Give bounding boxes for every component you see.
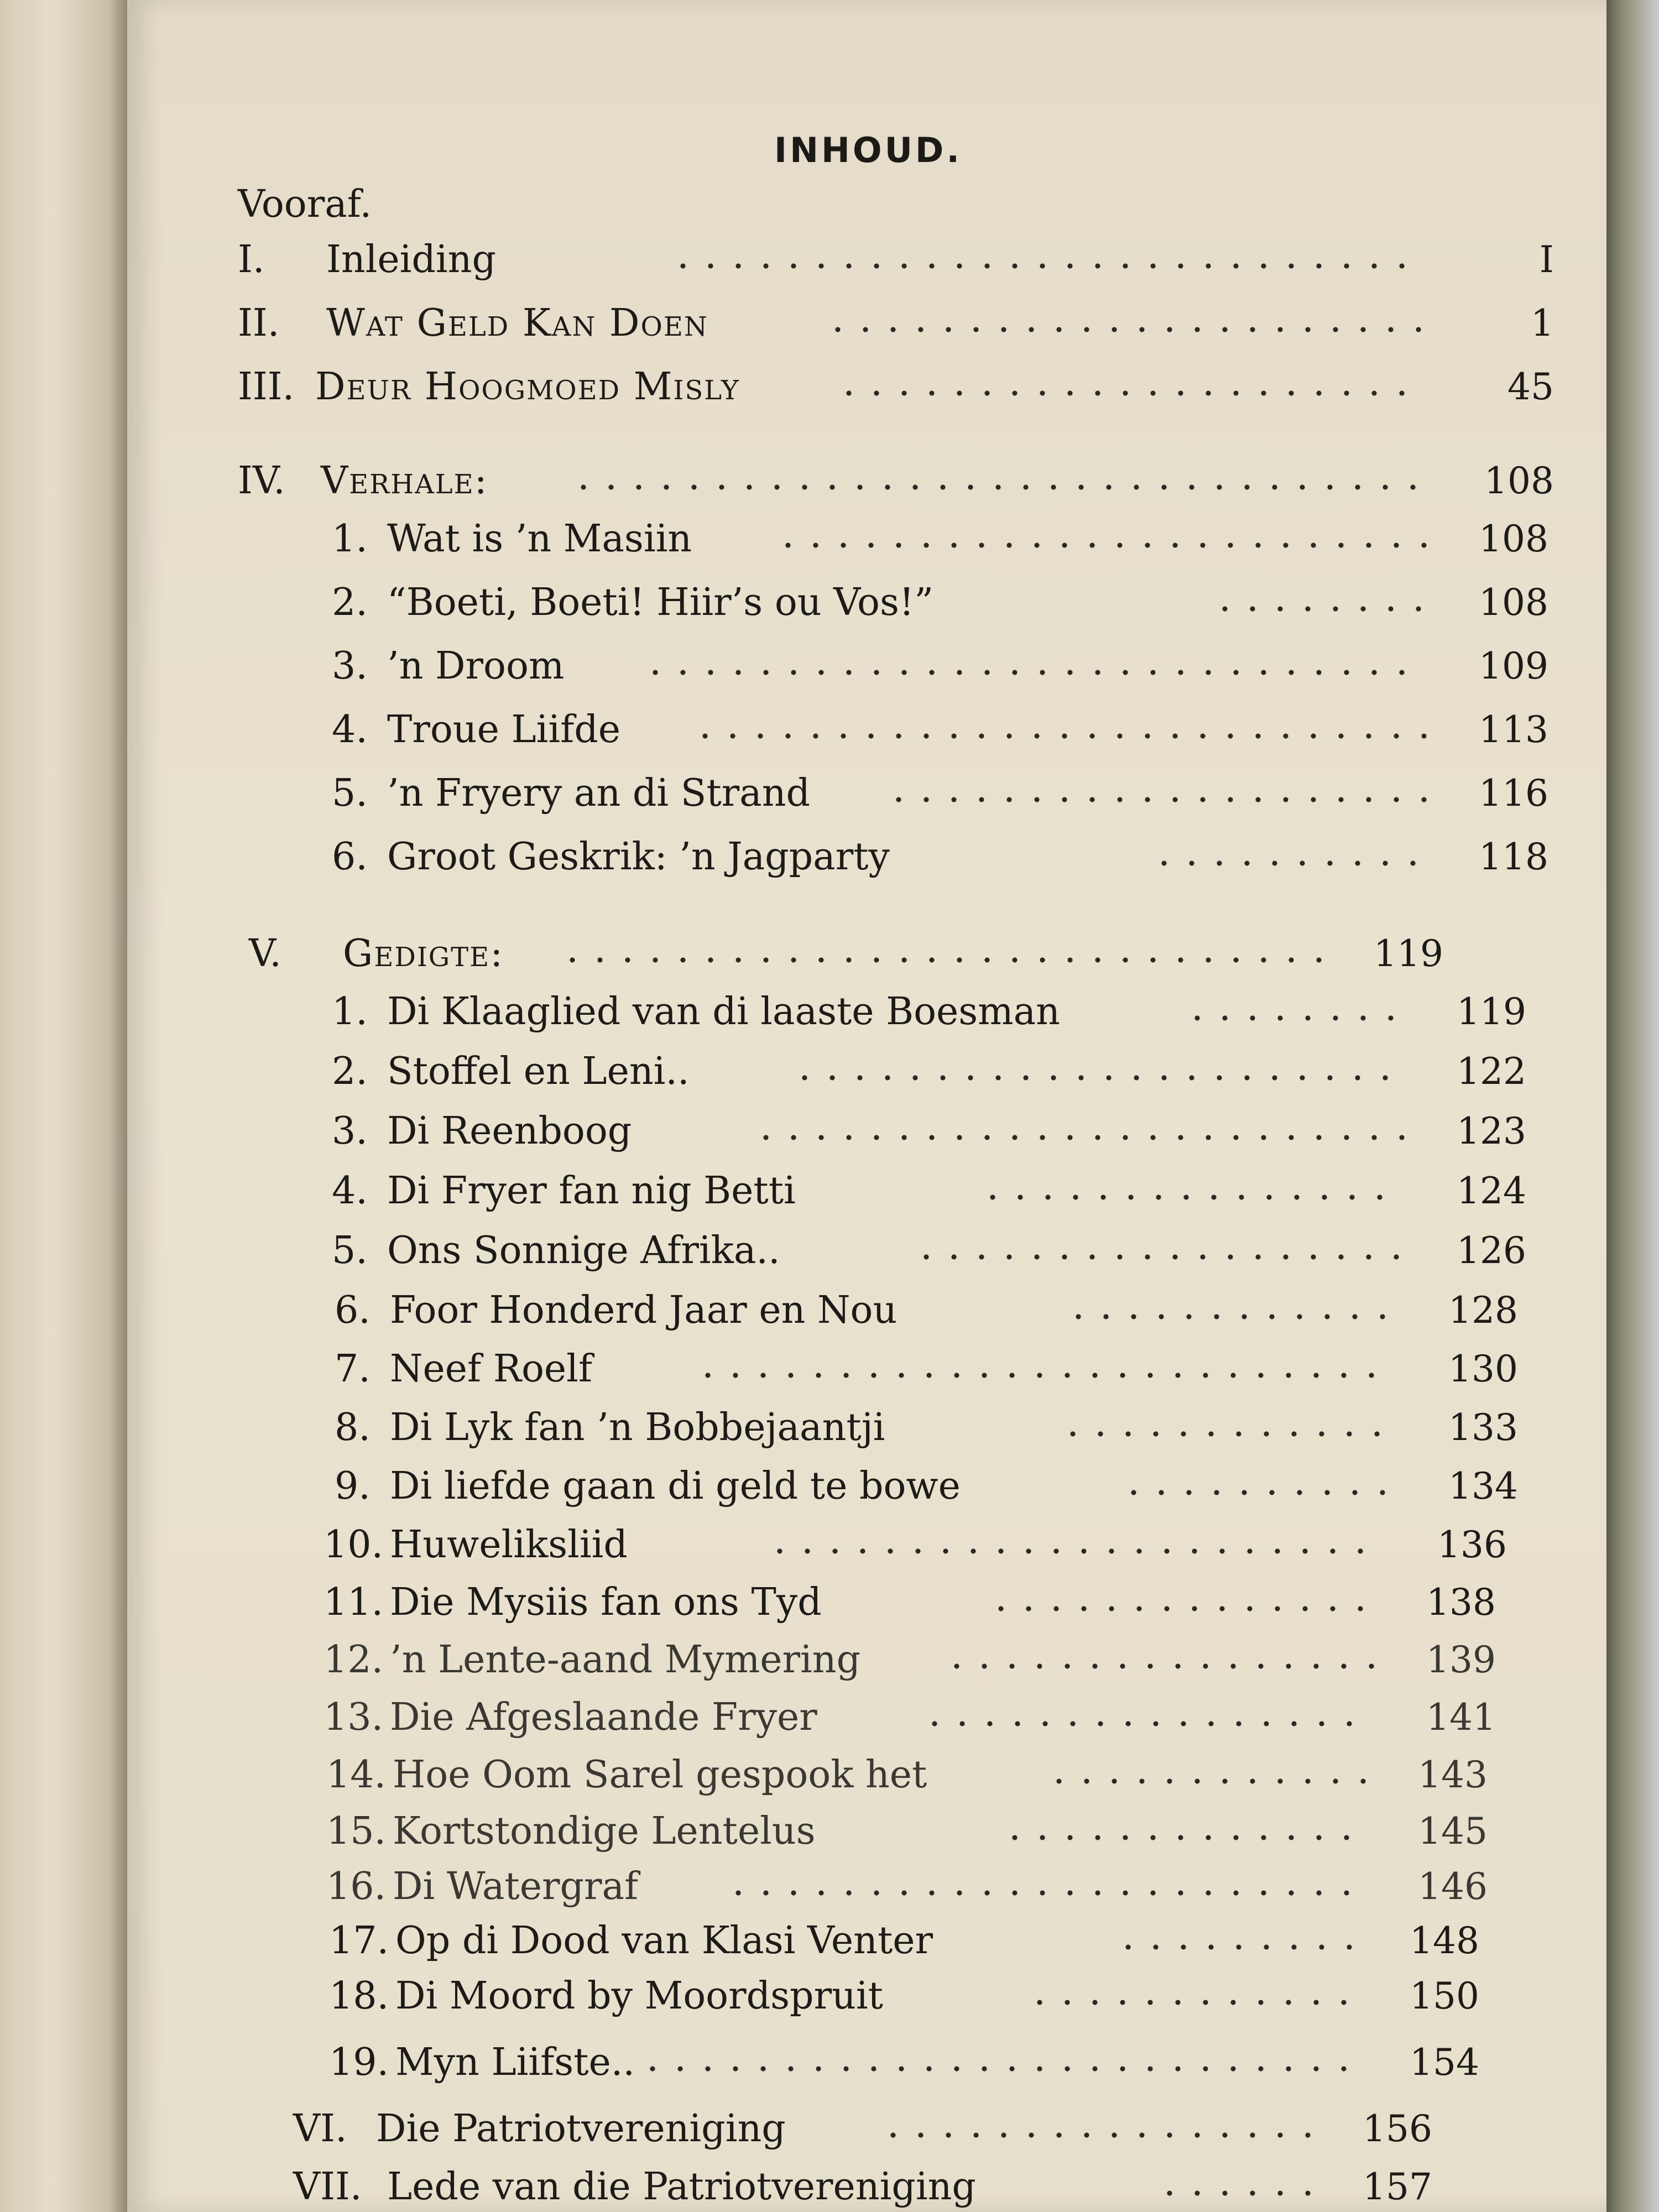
entry-title: Di liefde gaan di geld te bowe xyxy=(390,1464,961,1508)
dot-leader xyxy=(943,1662,1374,1670)
entry-number: 10. xyxy=(324,1523,384,1567)
entry-title: Di Watergraf xyxy=(393,1865,639,1908)
entry-page: 113 xyxy=(1479,708,1548,751)
entry-title: Di Reenboog xyxy=(387,1109,632,1153)
toc-entry-sub xyxy=(324,1523,1540,1567)
entry-number: 4. xyxy=(332,1169,368,1213)
entry-title: Myn Liifste.. xyxy=(395,2041,635,2084)
toc-entry-sub xyxy=(329,2041,1535,2085)
entry-title: Hoe Oom Sarel gespook het xyxy=(393,1753,927,1797)
entry-title: Ons Sonnige Afrika.. xyxy=(387,1229,780,1272)
dot-leader xyxy=(1156,2189,1311,2197)
entry-number: 6. xyxy=(332,835,368,879)
entry-page: 109 xyxy=(1479,645,1548,687)
entry-page: 126 xyxy=(1457,1229,1526,1272)
entry-title: Neef Roelf xyxy=(390,1347,593,1391)
entry-page: 146 xyxy=(1418,1865,1488,1908)
dot-leader xyxy=(1120,1489,1396,1496)
entry-page: 122 xyxy=(1457,1050,1526,1093)
toc-entry-sub xyxy=(332,835,1548,879)
toc-entry-sub xyxy=(326,1865,1537,1909)
entry-number: IV. xyxy=(238,459,285,503)
entry-number: 3. xyxy=(332,1109,368,1153)
preface-label: Vooraf. xyxy=(238,182,372,226)
entry-page: 108 xyxy=(1479,518,1548,560)
dot-leader xyxy=(694,1371,1396,1379)
toc-entry-sub xyxy=(335,1406,1546,1450)
toc-entry-sub xyxy=(326,1809,1537,1854)
toc-entry-main xyxy=(293,2107,1543,2151)
entry-page: 154 xyxy=(1410,2041,1479,2084)
dot-leader xyxy=(879,2131,1311,2139)
entry-title: Di Moord by Moordspruit xyxy=(395,1974,883,2018)
dot-leader xyxy=(752,1134,1405,1141)
dot-leader xyxy=(1211,605,1427,613)
dot-leader xyxy=(669,262,1421,270)
dot-leader xyxy=(691,732,1427,740)
entry-page: 128 xyxy=(1448,1289,1518,1332)
entry-number: 4. xyxy=(332,708,368,752)
entry-page: 108 xyxy=(1479,581,1548,624)
entry-page: 157 xyxy=(1363,2166,1432,2208)
entry-title: Die Mysiis fan ons Tyd xyxy=(390,1580,822,1624)
entry-number: 6. xyxy=(335,1288,371,1332)
book-spine-edge xyxy=(1606,0,1659,2212)
entry-page: 143 xyxy=(1418,1754,1488,1796)
entry-page: 108 xyxy=(1484,460,1554,502)
toc-entry-main xyxy=(238,365,1554,409)
entry-number: 3. xyxy=(332,644,368,688)
entry-page: 118 xyxy=(1479,836,1548,878)
entry-page: 133 xyxy=(1448,1406,1518,1449)
toc-entry-sub xyxy=(335,1347,1546,1391)
dot-leader xyxy=(921,1720,1374,1728)
entry-title: Di Klaaglied van di laaste Boesman xyxy=(387,990,1060,1034)
entry-number: 16. xyxy=(326,1865,387,1908)
entry-title: Die Patriotvereniging xyxy=(376,2107,786,2151)
entry-number: II. xyxy=(238,301,280,345)
dot-leader xyxy=(570,483,1421,491)
dot-leader xyxy=(1026,1999,1358,2006)
entry-page: 119 xyxy=(1457,990,1526,1033)
entry-number: 5. xyxy=(332,771,368,815)
entry-page: 150 xyxy=(1410,1975,1479,2017)
dot-leader xyxy=(1059,1430,1396,1438)
dot-leader xyxy=(724,1889,1366,1897)
toc-entry-sub xyxy=(332,644,1548,688)
entry-page: 45 xyxy=(1507,366,1554,408)
entry-number: VII. xyxy=(293,2165,362,2209)
entry-number: 2. xyxy=(332,1050,368,1093)
entry-title: Huweliksliid xyxy=(390,1523,628,1567)
dot-leader xyxy=(1150,859,1427,867)
entry-title: Gedigte: xyxy=(343,932,504,975)
toc-entry-sub xyxy=(324,1695,1540,1740)
entry-title: Op di Dood van Klasi Venter xyxy=(395,1919,933,1963)
entry-number: 12. xyxy=(324,1638,384,1682)
dot-leader xyxy=(824,326,1421,333)
toc-entry-sub xyxy=(324,1580,1540,1625)
dot-leader xyxy=(774,541,1427,549)
entry-number: 8. xyxy=(335,1406,371,1449)
dot-leader xyxy=(987,1605,1374,1613)
toc-entry-sub xyxy=(332,990,1548,1034)
dot-leader xyxy=(1001,1834,1366,1841)
left-page-edge xyxy=(0,0,127,2212)
toc-entry-sub xyxy=(332,1109,1548,1154)
entry-title: Die Afgeslaande Fryer xyxy=(390,1695,817,1739)
entry-title: Foor Honderd Jaar en Nou xyxy=(390,1288,898,1332)
toc-entry-sub xyxy=(332,1229,1548,1273)
toc-entry-sub xyxy=(329,1974,1535,2018)
entry-page: 1 xyxy=(1531,302,1554,345)
entry-title: “Boeti, Boeti! Hiir’s ou Vos!” xyxy=(387,581,933,624)
page-title: INHOUD. xyxy=(774,130,962,170)
entry-number: 2. xyxy=(332,581,368,624)
entry-page: 136 xyxy=(1437,1524,1507,1566)
entry-page: 130 xyxy=(1448,1348,1518,1390)
entry-page: 116 xyxy=(1479,772,1548,815)
entry-title: Di Fryer fan nig Betti xyxy=(387,1169,796,1213)
entry-number: 1. xyxy=(332,517,368,561)
entry-page: 148 xyxy=(1410,1919,1479,1962)
dot-leader xyxy=(559,956,1322,964)
entry-number: V. xyxy=(249,932,281,975)
toc-entry-sub xyxy=(326,1753,1537,1797)
entry-number: 15. xyxy=(326,1809,387,1853)
toc-entry-main xyxy=(238,238,1554,282)
entry-title: ’n Fryery an di Strand xyxy=(387,771,811,815)
entry-title: Groot Geskrik: ’n Jagparty xyxy=(387,835,890,879)
dot-leader xyxy=(979,1193,1405,1201)
entry-number: 17. xyxy=(329,1919,389,1963)
toc-entry-main xyxy=(238,459,1554,503)
entry-number: 18. xyxy=(329,1974,389,2018)
toc-entry-sub xyxy=(332,708,1548,752)
entry-page: 139 xyxy=(1426,1639,1496,1681)
entry-page: 141 xyxy=(1426,1696,1496,1739)
entry-title: Troue Liifde xyxy=(387,708,621,752)
toc-entry-main xyxy=(249,932,1554,976)
entry-title: Stoffel en Leni.. xyxy=(387,1050,690,1093)
toc-entry-sub xyxy=(335,1464,1546,1509)
entry-title: Di Lyk fan ’n Bobbejaantji xyxy=(390,1406,885,1449)
toc-entry-sub xyxy=(332,1169,1548,1213)
entry-number: 1. xyxy=(332,990,368,1034)
entry-number: 19. xyxy=(329,2041,389,2084)
entry-page: 145 xyxy=(1418,1810,1488,1853)
toc-entry-sub xyxy=(332,1050,1548,1094)
entry-number: 11. xyxy=(324,1580,384,1624)
dot-leader xyxy=(885,796,1427,804)
entry-page: 123 xyxy=(1457,1110,1526,1152)
dot-leader xyxy=(791,1074,1405,1082)
entry-title: Deur Hoogmoed Misly xyxy=(315,365,740,409)
entry-title: Lede van die Patriotvereniging xyxy=(387,2165,976,2209)
entry-number: 7. xyxy=(335,1347,371,1391)
toc-entry-sub xyxy=(332,771,1548,816)
toc-entry-main xyxy=(238,301,1554,346)
entry-title: ’n Droom xyxy=(387,644,565,688)
toc-entry-sub xyxy=(329,1919,1535,1963)
entry-title: Wat is ’n Masiin xyxy=(387,517,692,561)
entry-page: 119 xyxy=(1374,932,1443,975)
entry-page: 124 xyxy=(1457,1170,1526,1212)
entry-number: III. xyxy=(238,365,295,409)
book-page xyxy=(127,0,1609,2212)
entry-title: ’n Lente-aand Mymering xyxy=(390,1638,861,1682)
toc-entry-sub xyxy=(335,1288,1546,1333)
entry-title: Wat Geld Kan Doen xyxy=(326,301,708,345)
entry-number: I. xyxy=(238,238,265,281)
entry-number: 13. xyxy=(324,1695,384,1739)
dot-leader xyxy=(835,389,1421,397)
toc-entry-sub xyxy=(324,1638,1540,1682)
toc-entry-main xyxy=(293,2165,1543,2209)
entry-page: 134 xyxy=(1448,1465,1518,1507)
entry-number: 5. xyxy=(332,1229,368,1272)
entry-number: VI. xyxy=(293,2107,347,2151)
dot-leader xyxy=(1183,1014,1405,1022)
entry-page: 138 xyxy=(1426,1581,1496,1624)
dot-leader xyxy=(639,2065,1358,2073)
preface-line xyxy=(238,182,404,227)
entry-title: Verhale: xyxy=(321,459,488,503)
entry-number: 9. xyxy=(335,1464,371,1508)
entry-page: 156 xyxy=(1363,2107,1432,2150)
dot-leader xyxy=(1065,1313,1396,1321)
entry-title: Inleiding xyxy=(326,238,496,281)
entry-number: 14. xyxy=(326,1753,387,1797)
dot-leader xyxy=(1114,1943,1358,1951)
entry-page: I xyxy=(1539,238,1554,281)
toc-entry-sub xyxy=(332,581,1548,625)
dot-leader xyxy=(766,1547,1385,1555)
dot-leader xyxy=(1045,1777,1366,1785)
entry-title: Kortstondige Lentelus xyxy=(393,1809,816,1853)
toc-entry-sub xyxy=(332,517,1548,561)
dot-leader xyxy=(641,669,1427,676)
dot-leader xyxy=(912,1253,1405,1261)
